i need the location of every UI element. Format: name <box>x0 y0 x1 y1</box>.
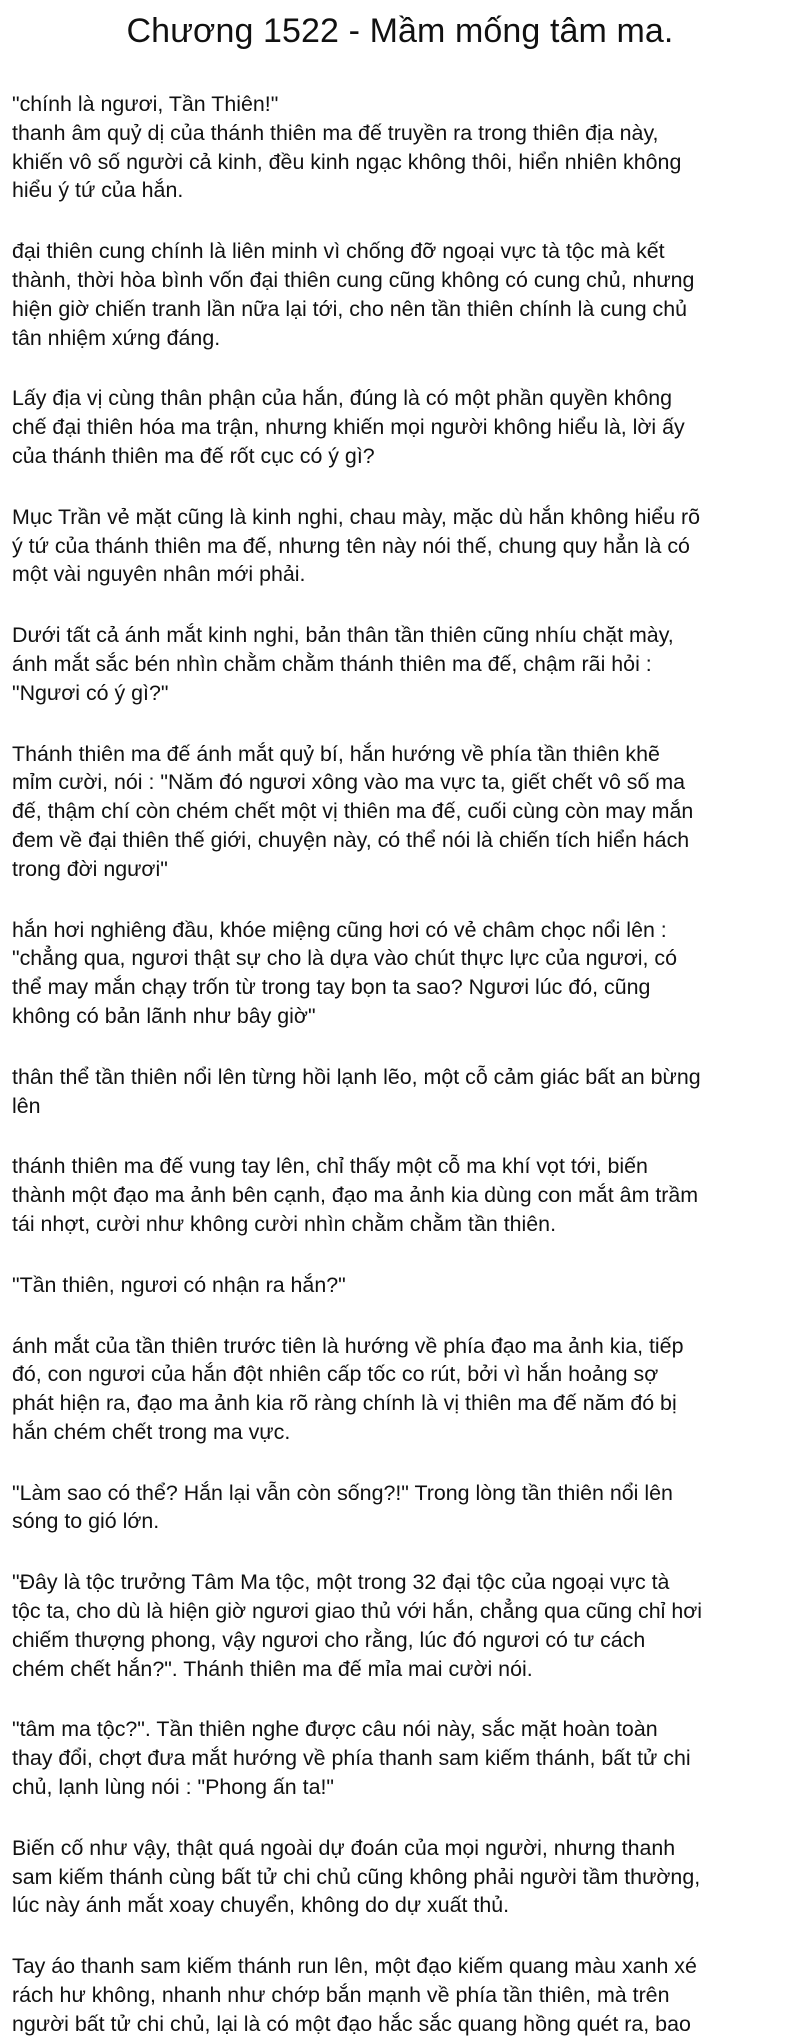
text-line: "chính là ngươi, Tần Thiên!" <box>12 92 279 116</box>
text-line: hiện giờ chiến tranh lần nữa lại tới, cho nên tần thiên chính là cung chủ <box>12 296 688 321</box>
text-line: không có bản lãnh như bây giờ" <box>12 1003 316 1028</box>
text-line: hiểu ý tứ của hắn. <box>12 178 184 203</box>
text-line: thay đổi, chợt đưa mắt hướng về phía thanh sam kiếm thánh, bất tử chi <box>12 1746 691 1771</box>
chapter-title: Chương 1522 - Mầm mống tâm ma. <box>126 12 674 50</box>
text-line: thánh thiên ma đế vung tay lên, chỉ thấy một cỗ ma khí vọt tới, biến <box>12 1154 648 1179</box>
chapter-body <box>12 90 788 2039</box>
paragraph <box>12 740 788 884</box>
text-line: "chẳng qua, ngươi thật sự cho là dựa vào chút thực lực của ngươi, có <box>12 946 678 971</box>
text-line: thân thể tần thiên nổi lên từng hồi lạnh lẽo, một cỗ cảm giác bất an bừng <box>12 1064 701 1089</box>
paragraph <box>12 1952 788 2038</box>
text-line: đại thiên cung chính là liên minh vì chống đỡ ngoại vực tà tộc mà kết <box>12 239 665 264</box>
paragraph <box>12 384 788 470</box>
paragraph <box>12 1271 788 1300</box>
text-line: "Tần thiên, ngươi có nhận ra hắn?" <box>12 1272 346 1297</box>
text-line: "Ngươi có ý gì?" <box>12 680 169 705</box>
text-line: hắn hơi nghiêng đầu, khóe miệng cũng hơi có vẻ châm chọc nổi lên : <box>12 917 667 942</box>
paragraph <box>12 90 788 205</box>
text-line: ý tứ của thánh thiên ma đế, nhưng tên này nói thế, chung quy hẳn là có <box>12 533 690 558</box>
text-line: thể may mắn chạy trốn từ trong tay bọn ta sao? Ngươi lúc đó, cũng <box>12 975 651 1000</box>
paragraph <box>12 1332 788 1447</box>
text-line: hắn chém chết trong ma vực. <box>12 1419 291 1444</box>
text-line: lúc này ánh mắt xoay chuyển, không do dự xuất thủ. <box>12 1893 510 1918</box>
text-line: khiến vô số người cả kinh, đều kinh ngạc không thôi, hiển nhiên không <box>12 149 682 174</box>
text-line: sam kiếm thánh cùng bất tử chi chủ cũng không phải người tầm thường, <box>12 1864 701 1889</box>
text-line: người bất tử chi chủ, lại là có một đạo hắc sắc quang hồng quét ra, bao <box>12 2011 691 2036</box>
text-line: "Đây là tộc trưởng Tâm Ma tộc, một trong 32 đại tộc của ngoại vực tà <box>12 1570 670 1595</box>
text-line: "tâm ma tộc?". Tần thiên nghe được câu nói này, sắc mặt hoàn toàn <box>12 1717 658 1742</box>
paragraph <box>12 1152 788 1238</box>
paragraph <box>12 1834 788 1920</box>
paragraph <box>12 1715 788 1801</box>
text-line: Biến cố như vậy, thật quá ngoài dự đoán của mọi người, nhưng thanh <box>12 1835 676 1860</box>
text-line: của thánh thiên ma đế rốt cục có ý gì? <box>12 443 375 468</box>
paragraph <box>12 916 788 1031</box>
paragraph <box>12 1479 788 1537</box>
text-line: Mục Trần vẻ mặt cũng là kinh nghi, chau mày, mặc dù hắn không hiểu rõ <box>12 504 701 529</box>
text-line: phát hiện ra, đạo ma ảnh kia rõ ràng chính là vị thiên ma đế năm đó bị <box>12 1391 677 1416</box>
text-line: đó, con ngươi của hắn đột nhiên cấp tốc co rút, bởi vì hắn hoảng sợ <box>12 1362 659 1387</box>
text-line: tân nhiệm xứng đáng. <box>12 325 221 350</box>
paragraph <box>12 503 788 589</box>
text-line: "Làm sao có thể? Hắn lại vẫn còn sống?!" Trong lòng tần thiên nổi lên <box>12 1480 673 1505</box>
text-line: lên <box>12 1093 41 1118</box>
text-line: đế, thậm chí còn chém chết một vị thiên ma đế, cuối cùng còn may mắn <box>12 799 694 824</box>
text-line: chiếm thượng phong, vậy ngươi cho rằng, lúc đó ngươi có tư cách <box>12 1627 646 1652</box>
text-line: Dưới tất cả ánh mắt kinh nghi, bản thân tần thiên cũng nhíu chặt mày, <box>12 623 674 648</box>
paragraph <box>12 1568 788 1683</box>
text-line: thanh âm quỷ dị của thánh thiên ma đế truyền ra trong thiên địa này, <box>12 120 659 145</box>
text-line: ánh mắt của tần thiên trước tiên là hướng về phía đạo ma ảnh kia, tiếp <box>12 1333 684 1358</box>
text-line: Thánh thiên ma đế ánh mắt quỷ bí, hắn hướng về phía tần thiên khẽ <box>12 741 660 766</box>
text-line: Tay áo thanh sam kiếm thánh run lên, một đạo kiếm quang màu xanh xé <box>12 1954 697 1979</box>
text-line: Lấy địa vị cùng thân phận của hắn, đúng là có một phần quyền không <box>12 386 673 411</box>
text-line: chủ, lạnh lùng nói : "Phong ấn ta!" <box>12 1775 335 1800</box>
text-line: đem về đại thiên thế giới, chuyện này, có thể nói là chiến tích hiển hách <box>12 827 690 852</box>
text-line: mỉm cười, nói : "Năm đó ngươi xông vào ma vực ta, giết chết vô số ma <box>12 770 686 795</box>
text-line: tộc ta, cho dù là hiện giờ ngươi giao thủ với hắn, chẳng qua cũng chỉ hơi <box>12 1599 703 1624</box>
text-line: một vài nguyên nhân mới phải. <box>12 562 306 587</box>
text-line: thành, thời hòa bình vốn đại thiên cung cũng không có cung chủ, nhưng <box>12 267 695 292</box>
text-line: trong đời ngươi" <box>12 856 168 881</box>
paragraph <box>12 237 788 352</box>
text-line: rách hư không, nhanh như chớp bắn mạnh về phía tần thiên, mà trên <box>12 1983 670 2008</box>
text-line: ánh mắt sắc bén nhìn chằm chằm thánh thiên ma đế, chậm rãi hỏi : <box>12 651 652 676</box>
text-line: sóng to gió lớn. <box>12 1509 160 1534</box>
paragraph <box>12 621 788 707</box>
text-line: tái nhợt, cười như không cười nhìn chằm chằm tần thiên. <box>12 1211 557 1236</box>
text-line: chế đại thiên hóa ma trận, nhưng khiến mọi người không hiểu là, lời ấy <box>12 415 685 440</box>
text-line: thành một đạo ma ảnh bên cạnh, đạo ma ảnh kia dùng con mắt âm trầm <box>12 1183 699 1208</box>
text-line: chém chết hắn?". Thánh thiên ma đế mỉa mai cười nói. <box>12 1656 533 1681</box>
paragraph <box>12 1063 788 1121</box>
